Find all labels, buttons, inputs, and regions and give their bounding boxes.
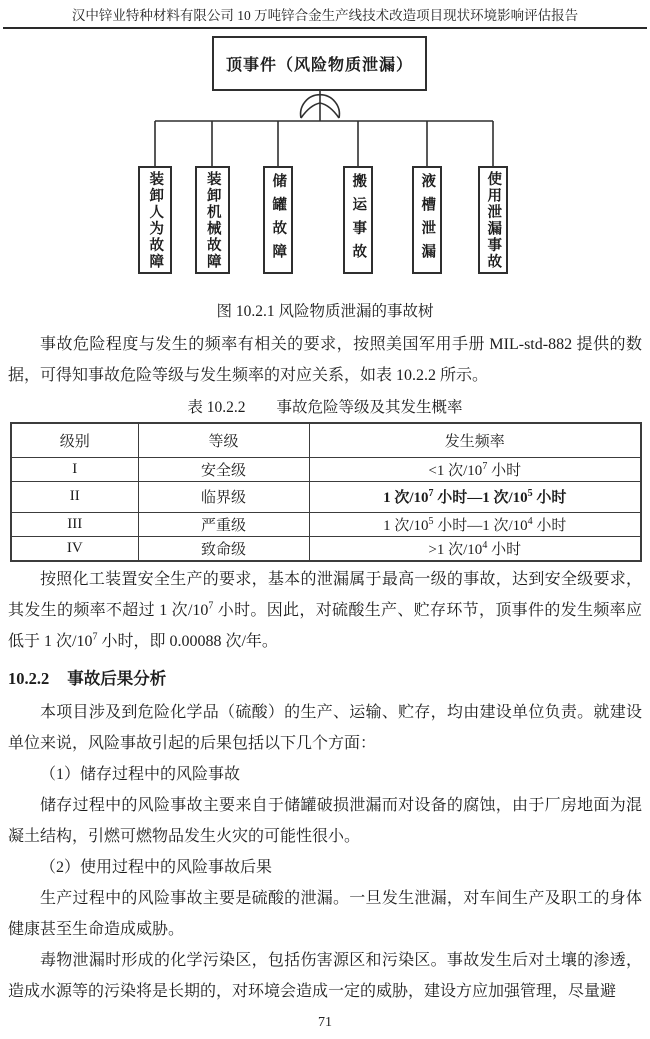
paragraph: 储存过程中的风险事故主要来自于储罐破损泄漏而对设备的腐蚀，由于厂房地面为混凝土结构，引燃可燃物品发生火灾的可能性很小。	[8, 796, 642, 845]
cell-grade: 严重级	[138, 512, 309, 536]
paragraph: 生产过程中的风险事故主要是硫酸的泄漏。一旦发生泄漏，对车间生产及职工的身体健康甚至生命造成威胁。	[8, 889, 642, 938]
cell-level: IV	[11, 536, 138, 561]
fault-tree-diagram	[0, 29, 650, 297]
basic-event-label: 储罐故障	[270, 173, 287, 267]
cell-frequency: 1 次$/10^7$ 小时—1 次$/10^5$ 小时	[309, 481, 641, 512]
list-item: （2）使用过程中的风险事故后果	[40, 858, 273, 876]
top-event-box	[212, 36, 427, 91]
table-header-row	[11, 423, 641, 457]
table-row	[11, 512, 641, 536]
paragraph: 毒物泄漏时形成的化学污染区，包括伤害源区和污染区。事故发生后对土壤的渗透，造成水源等的污染将是长期的，对环境会造成一定的威胁，建设方应加强管理，尽量避	[8, 951, 642, 1000]
header-title: 汉中锌业特种材料有限公司 10 万吨锌合金生产线技术改造项目现状环境影响评估报告	[71, 8, 579, 23]
basic-event-box	[343, 166, 373, 274]
cell-frequency: 1 次$/10^5$ 小时—1 次$/10^4$ 小时	[309, 512, 641, 536]
basic-event-label: 装卸人为故障	[147, 170, 164, 270]
basic-event-box	[412, 166, 442, 274]
basic-event-box	[478, 166, 508, 274]
column-header-grade: 等级	[138, 423, 309, 457]
cell-grade: 临界级	[138, 481, 309, 512]
top-event-label: 顶事件（风险物质泄漏）	[225, 57, 413, 74]
section-title: 事故后果分析	[67, 668, 167, 688]
basic-event-label: 液槽泄漏	[419, 173, 436, 267]
cell-level: I	[11, 457, 138, 481]
cell-grade: 安全级	[138, 457, 309, 481]
table-row	[11, 481, 641, 512]
cell-frequency: <1 次$/10^7$ 小时	[309, 457, 641, 481]
figure-caption: 图 10.2.1 风险物质泄漏的事故树	[216, 303, 434, 320]
basic-event-label: 搬运事故	[350, 173, 367, 267]
section-heading	[8, 665, 642, 693]
paragraph: 按照化工装置安全生产的要求，基本的泄漏属于最高一级的事故，达到安全级要求，其发生的频率不超过 1 次$/10^7$ 小时。因此，对硫酸生产、贮存环节，顶事件的发生频率应低于 1 次$/10^7$ 小时，即 0.00088 次/年。	[8, 570, 642, 650]
basic-event-label: 装卸机械故障	[204, 170, 221, 270]
column-header-frequency: 发生频率	[309, 423, 641, 457]
page-number: 71	[318, 1015, 332, 1030]
cell-frequency: >1 次$/10^4$ 小时	[309, 536, 641, 561]
table-row	[11, 457, 641, 481]
risk-grade-table	[10, 422, 642, 562]
table-row	[11, 536, 641, 561]
cell-level: II	[11, 481, 138, 512]
section-number: 10.2.2	[8, 668, 50, 688]
column-header-level: 级别	[11, 423, 138, 457]
basic-event-label: 使用泄漏事故	[485, 170, 502, 270]
cell-grade: 致命级	[138, 536, 309, 561]
list-item: （1）储存过程中的风险事故	[40, 765, 241, 783]
table-caption: 表 10.2.2 事故危险等级及其发生概率	[187, 399, 463, 416]
running-header	[3, 0, 647, 29]
basic-event-box	[263, 166, 293, 274]
basic-event-box	[138, 166, 172, 274]
basic-event-box	[195, 166, 230, 274]
paragraph: 本项目涉及到危险化学品（硫酸）的生产、运输、贮存，均由建设单位负责。就建设单位来说，风险事故引起的后果包括以下几个方面：	[8, 703, 642, 752]
paragraph: 事故危险程度与发生的频率有相关的要求，按照美国军用手册 MIL-std-882 提供的数据，可得知事故危险等级与发生频率的对应关系，如表 10.2.2 所示。	[8, 336, 642, 384]
cell-level: III	[11, 512, 138, 536]
